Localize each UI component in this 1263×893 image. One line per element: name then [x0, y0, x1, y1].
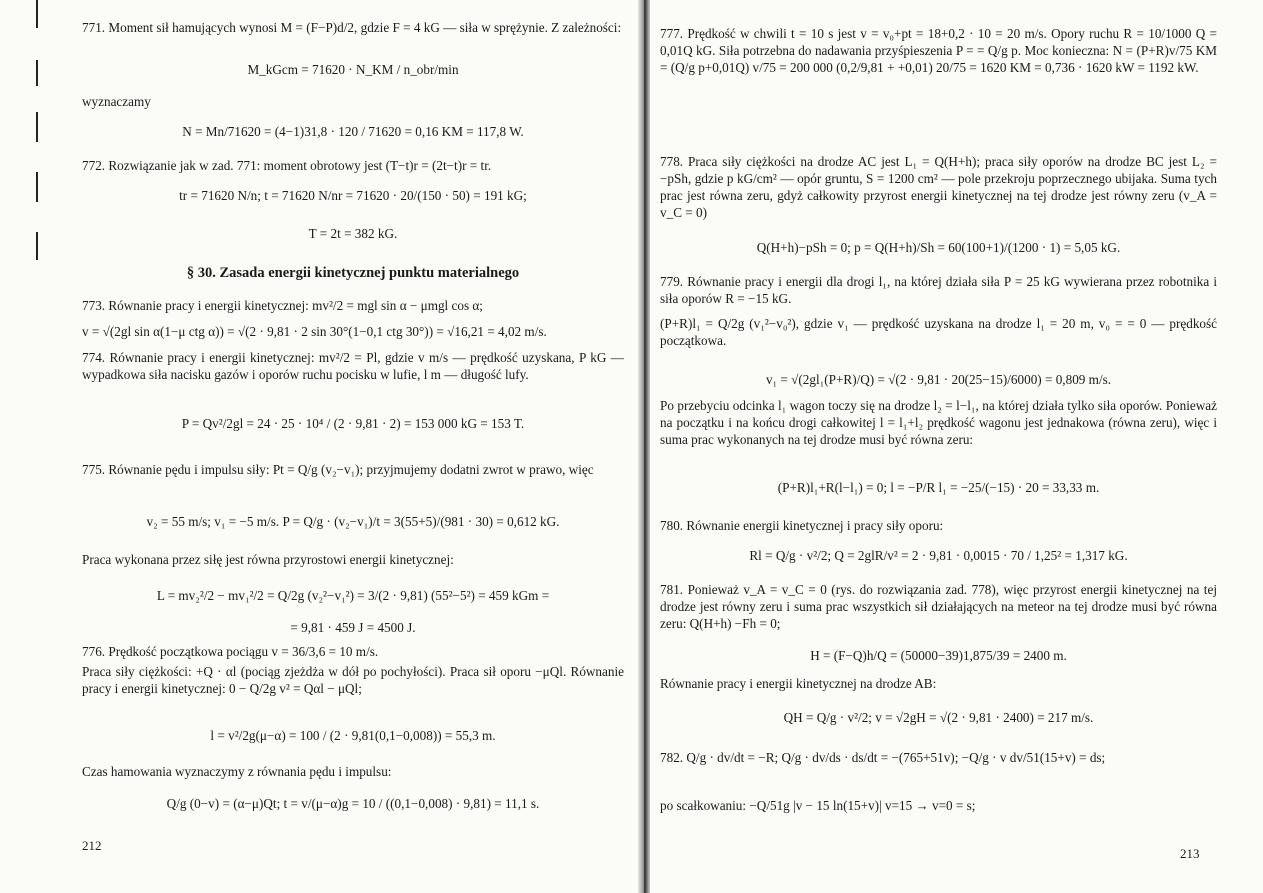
equation-772-a: tr = 71620 N/n; t = 71620 N/nr = 71620 · 20/(150 · 50) = 191 kG; [179, 188, 527, 203]
equation-776: l = v²/2g(μ−α) = 100 / (2 · 9,81(0,1−0,008)) = 55,3 m. [210, 728, 496, 743]
problem-774-text: 774. Równanie pracy i energii kinetycznej: mv²/2 = Pl, gdzie v m/s — prędkość uzyskana, P kG — wypadkowa siła nacisku gazów i oporów ruchu pocisku w lufie, l m — długość lufy. [82, 350, 624, 382]
problem-776-text: 776. Prędkość początkowa pociągu v = 36/3,6 = 10 m/s. [82, 644, 379, 659]
problem-776-time-text: Czas hamowania wyznaczymy z równania pędu i impulsu: [82, 764, 392, 779]
right-page [648, 0, 1263, 893]
problem-782-integral: po scałkowaniu: −Q/51g |v − 15 ln(15+v)| v=15 → v=0 = s; [660, 798, 976, 813]
problem-777-text: 777. Prędkość w chwili t = 10 s jest v = v₀+pt = 18+0,2 · 10 = 20 m/s. Opory ruchu R = 10/1000 Q = 0,01Q kG. Siła potrzebna do nadawania przyśpieszenia P = = Q/g p. Moc konieczna: N = (P+R)v/75 KM = (Q/g p+0,01Q) v/75 = 200 000 (0,2/9,81 + +0,01) 20/75 = 1620 KM = 0,736 · 1620 kW = 1192 kW. [660, 26, 1217, 75]
problem-781-text: 781. Ponieważ v_A = v_C = 0 (rys. do rozwiązania zad. 778), więc przyrost energii kinetycznej na tej drodze jest równy zeru i suma prac wszystkich sił działających na meteor na tej drodze musi być równa zeru: Q(H+h) −Fh = 0; [660, 582, 1217, 631]
equation-775: v₂ = 55 m/s; v₁ = −5 m/s. P = Q/g · (v₂−v₁)/t = 3(55+5)/(981 · 30) = 0,612 kG. [146, 514, 560, 529]
problem-771-text: 771. Moment sił hamujących wynosi M = (F−P)d/2, gdzie F = 4 kG — siła w sprężynie. Z zależności: [82, 20, 622, 35]
equation-781: H = (F−Q)h/Q = (50000−39)1,875/39 = 2400 m. [810, 648, 1067, 663]
section-heading: § 30. Zasada energii kinetycznej punktu materialnego [186, 265, 520, 281]
equation-775-result: = 9,81 · 459 J = 4500 J. [290, 620, 416, 635]
problem-781-ab-text: Równanie pracy i energii kinetycznej na drodze AB: [660, 676, 937, 691]
problem-776-work-text: Praca siły ciężkości: +Q · αl (pociąg zjeżdża w dół po pochyłości). Praca sił oporu −μQl. Równanie pracy i energii kinetycznej: 0 − Q/2g v² = Qαl − μQl; [82, 664, 624, 696]
problem-775-text: 775. Równanie pędu i impulsu siły: Pt = Q/g (v₂−v₁); przyjmujemy dodatni zwrot w prawo, więc [82, 462, 594, 477]
text-wyznaczamy: wyznaczamy [82, 94, 151, 109]
equation-772-b: T = 2t = 382 kG. [308, 226, 398, 241]
scan-edge-mark [36, 112, 38, 142]
problem-772-text: 772. Rozwiązanie jak w zad. 771: moment obrotowy jest (T−t)r = (2t−t)r = tr. [82, 158, 492, 173]
page-number: 212 [82, 838, 102, 853]
scan-edge-mark [36, 60, 38, 86]
equation-775-work: L = mv₂²/2 − mv₁²/2 = Q/2g (v₂²−v₁²) = 3/(2 · 9,81) (55²−5²) = 459 kGm = [156, 588, 550, 603]
equation-781-ab: QH = Q/g · v²/2; v = √2gH = √(2 · 9,81 · 2400) = 217 m/s. [783, 710, 1094, 725]
scan-edge-mark [36, 0, 38, 28]
scan-edge-mark [36, 172, 38, 202]
problem-782-equation: 782. Q/g · dv/dt = −R; Q/g · dv/ds · ds/dt = −(765+51v); −Q/g · v dv/51(15+v) = ds; [660, 750, 1106, 765]
equation-779-b: v₁ = √(2gl₁(P+R)/Q) = √(2 · 9,81 · 20(25−15)/6000) = 0,809 m/s. [765, 372, 1112, 387]
problem-773-text: 773. Równanie pracy i energii kinetycznej: mv²/2 = mgl sin α − μmgl cos α; [82, 298, 483, 313]
page-number: 213 [1180, 846, 1200, 861]
equation-779-c: (P+R)l₁+R(l−l₁) = 0; l = −P/R l₁ = −25/(−15) · 20 = 33,33 m. [777, 480, 1100, 495]
equation-780: Rl = Q/g · v²/2; Q = 2glR/v² = 2 · 9,81 · 0,0015 · 70 / 1,25² = 1,317 kG. [749, 548, 1128, 563]
problem-778-text: 778. Praca siły ciężkości na drodze AC jest L₁ = Q(H+h); praca siły oporów na drodze BC jest L₂ = −pSh, gdzie p kG/cm² — opór gruntu, S = 1200 cm² — pole przekroju poprzecznego ubijaka. Suma tych prac jest równa zeru, gdyż całkowity przyrost energii kinetycznej na tej drodze jest równy zeru (v_A = v_C = 0) [660, 154, 1217, 220]
problem-779-text: 779. Równanie pracy i energii dla drogi l₁, na której działa siła P = 25 kG wywierana przez robotnika i siła oporów R = −15 kG. [660, 274, 1217, 306]
problem-775-work-text: Praca wykonana przez siłę jest równa przyrostowi energii kinetycznej: [82, 552, 454, 567]
equation-773: v = √(2gl sin α(1−μ ctg α)) = √(2 · 9,81 · 2 sin 30°(1−0,1 ctg 30°)) = √16,21 = 4,02 m/s. [82, 324, 547, 339]
equation-779-a: (P+R)l₁ = Q/2g (v₁²−v₀²), gdzie v₁ — prędkość uzyskana na drodze l₁ = 20 m, v₀ = = 0 — prędkość początkowa. [660, 316, 1217, 348]
problem-779-work-text: Po przebyciu odcinka l₁ wagon toczy się na drodze l₂ = l−l₁, na której działa tylko siła oporów. Ponieważ na początku i na końcu drogi całkowitej l = l₁+l₂ prędkość wagonu jest jednakowa (równa zeru), więc i suma prac wykonanych na tej drodze musi być równa zeru: [660, 398, 1217, 447]
scan-edge-mark [36, 232, 38, 260]
equation-776-time: Q/g (0−v) = (α−μ)Qt; t = v/(μ−α)g = 10 / ((0,1−0,008) · 9,81) = 11,1 s. [166, 796, 540, 811]
equation-771-b: N = Mn/71620 = (4−1)31,8 · 120 / 71620 = 0,16 KM = 117,8 W. [182, 124, 524, 139]
equation-771-a: M_kGcm = 71620 · N_KM / n_obr/min [247, 62, 459, 77]
problem-780-text: 780. Równanie energii kinetycznej i pracy siły oporu: [660, 518, 944, 533]
equation-774: P = Qv²/2gl = 24 · 25 · 10⁴ / (2 · 9,81 · 2) = 153 000 kG = 153 T. [181, 416, 525, 431]
equation-778: Q(H+h)−pSh = 0; p = Q(H+h)/Sh = 60(100+1)/(1200 · 1) = 5,05 kG. [756, 240, 1121, 255]
